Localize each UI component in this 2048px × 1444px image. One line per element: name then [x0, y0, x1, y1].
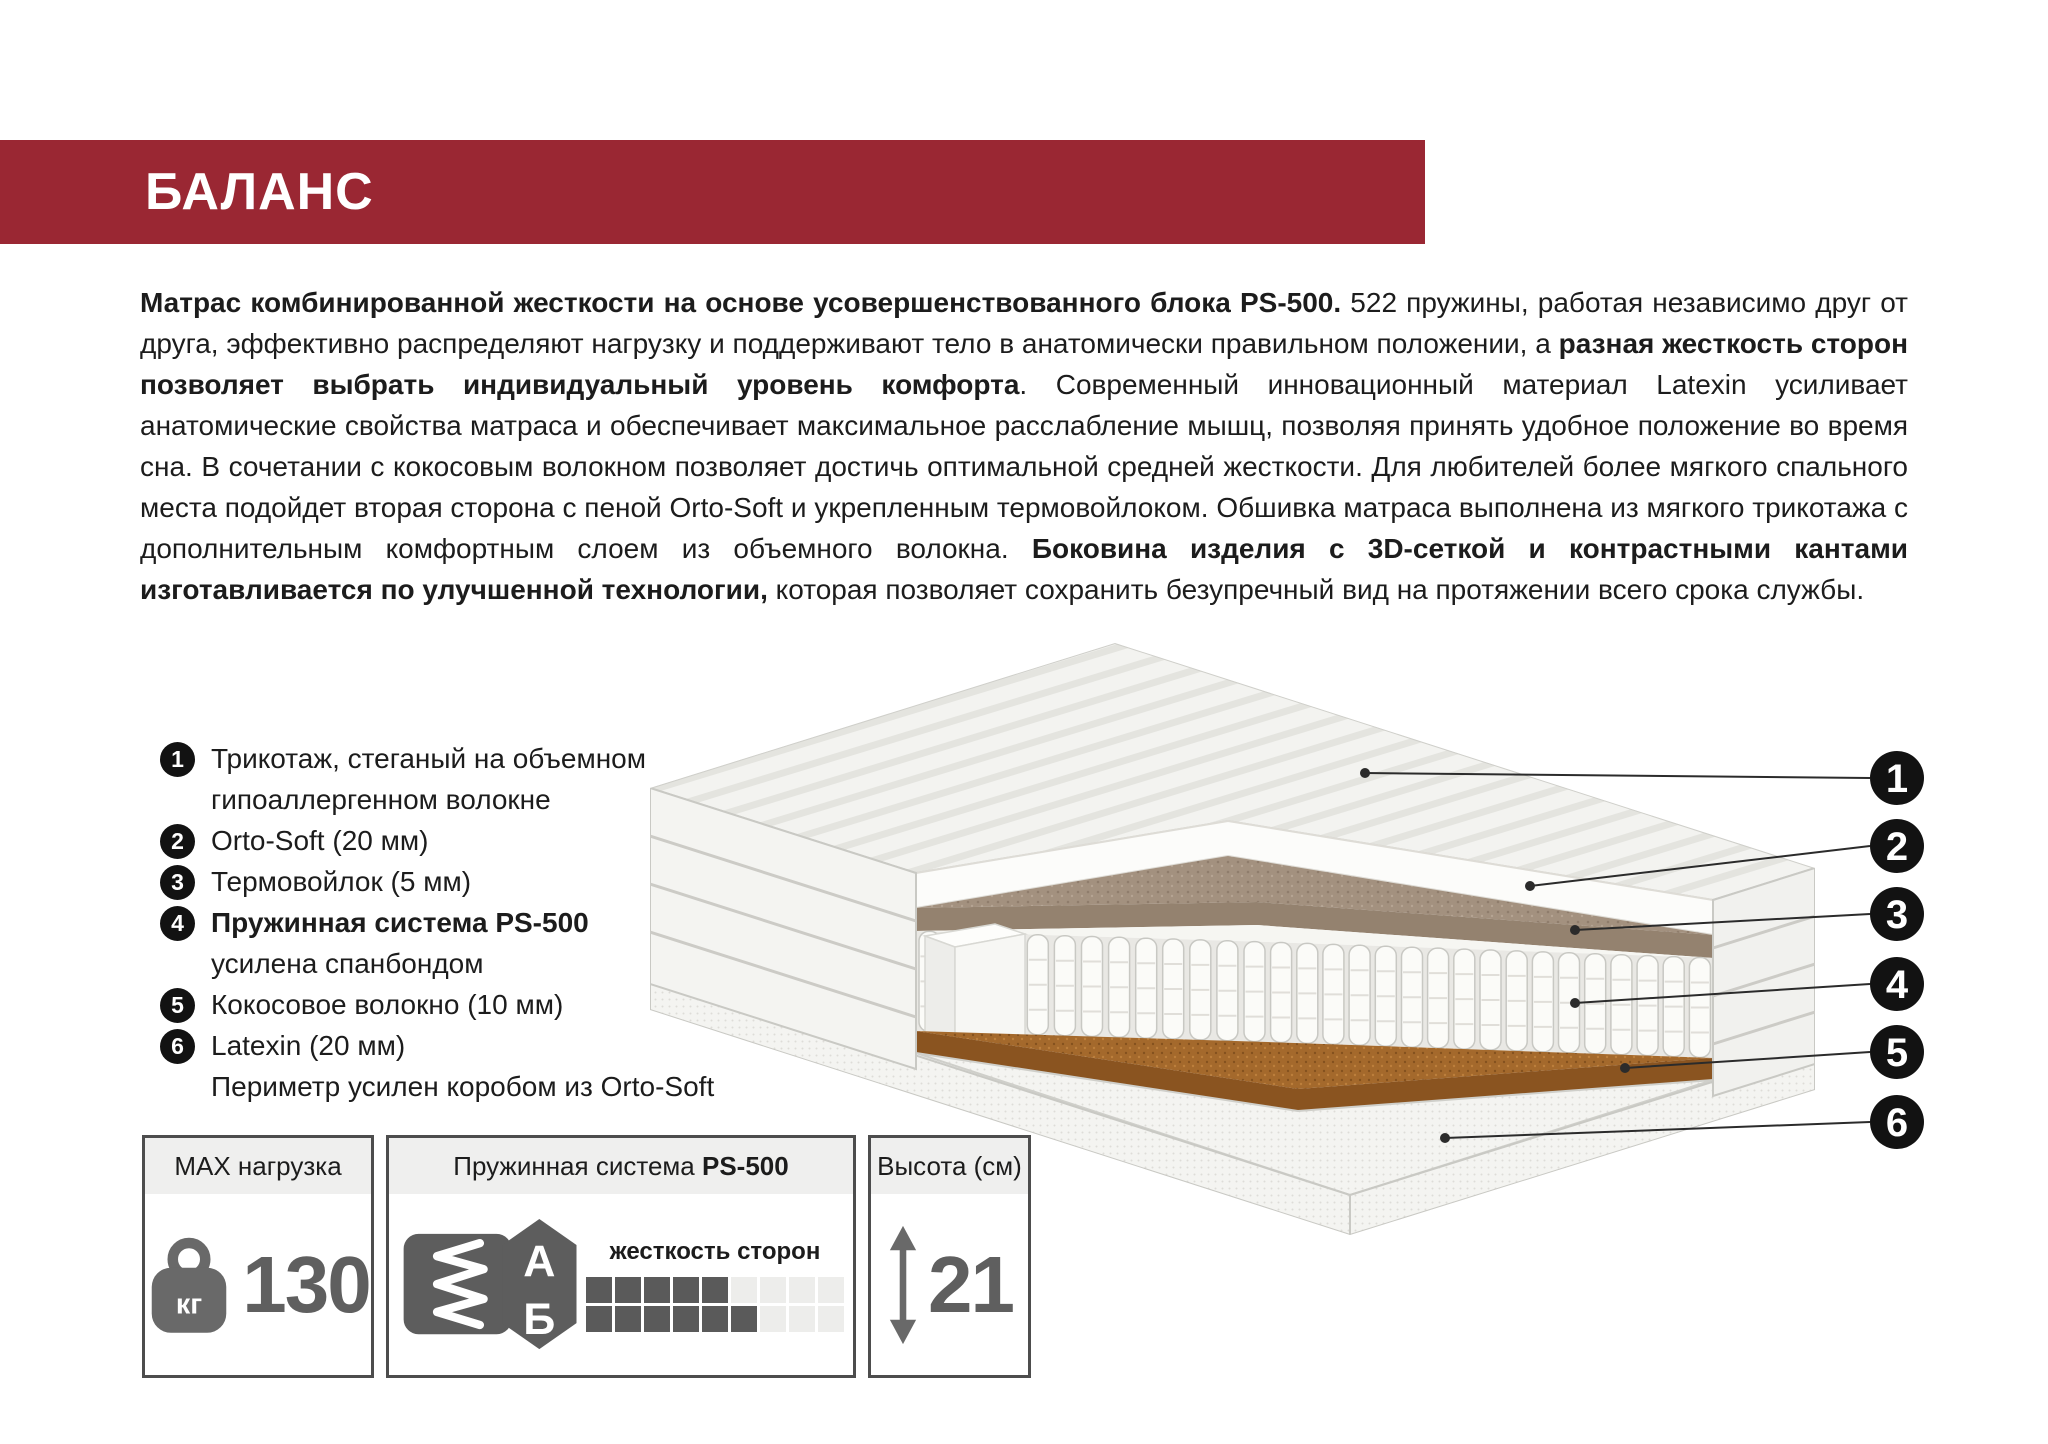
max-load-header: MAX нагрузка: [145, 1138, 371, 1194]
description-segment: . Современный инновационный материал Latexin усиливает анатомические свойства матраса и обеспечивает максимальное расслабление мышц, позволяя принять удобное положение во время сна. В сочетании с кокосовым волокном позволяет достичь оптимальной средней жесткости. Для любителей более мягкого спального места подойдет вторая сторона с пеной Orto-Soft и укрепленным термовойлоком. Обшивка матраса выполнена из мягкого трикотажа с дополнительным комфортным слоем из объемного волокна.: [140, 369, 1908, 564]
layer-label-line: Трикотаж, стеганый на объемном: [211, 743, 646, 774]
layer-label-line: Пружинная система PS-500: [211, 907, 589, 938]
product-description: [140, 282, 1908, 610]
layer-number-badge: 2: [160, 824, 195, 859]
firmness-chart-title: жесткость сторон: [609, 1237, 821, 1265]
layer-label: [211, 820, 428, 861]
svg-text:5: 5: [1885, 1031, 1909, 1075]
firmness-cell: [731, 1277, 757, 1303]
layer-number-badge: 5: [160, 988, 195, 1023]
title-banner: [0, 140, 1425, 244]
kettlebell-icon: [146, 1231, 232, 1339]
max-load-value: 130: [242, 1239, 370, 1329]
firmness-rows: [586, 1274, 844, 1332]
layer-number-badge: 3: [160, 865, 195, 900]
firmness-cell: [702, 1306, 728, 1332]
callout-2: [1870, 819, 1924, 873]
layer-label-line: Orto-Soft (20 мм): [211, 825, 429, 856]
layer-label-line: усилена спанбондом: [211, 948, 484, 979]
layer-label-line: Термовойлок (5 мм): [211, 866, 472, 897]
svg-text:6: 6: [1885, 1101, 1909, 1145]
layer-label: [211, 861, 471, 902]
layer-number-badge: 6: [160, 1029, 195, 1064]
description-segment: которая позволяет сохранить безупречный вид на протяжении всего срока службы.: [767, 574, 1865, 605]
firmness-cell: [644, 1277, 670, 1303]
description-segment: разная жесткость сторон позволяет выбрать индивидуальный уровень комфорта: [140, 328, 1908, 400]
firmness-cell: [615, 1306, 641, 1332]
side-b-label: Б: [523, 1294, 556, 1344]
firmness-cell: [702, 1277, 728, 1303]
callout-6: [1870, 1095, 1924, 1149]
firmness-cell: [644, 1306, 670, 1332]
layer-label-line: гипоаллергенном волокне: [211, 784, 551, 815]
callout-3: [1870, 887, 1924, 941]
layer-label-line: Периметр усилен коробом из Orto-Soft: [211, 1071, 715, 1102]
firmness-cell: [818, 1306, 844, 1332]
layer-number-badge: 1: [160, 742, 195, 777]
firmness-row-А: [586, 1277, 844, 1303]
side-a-label: А: [523, 1237, 556, 1287]
firmness-cell: [731, 1306, 757, 1332]
page-title: БАЛАНС: [145, 163, 374, 221]
firmness-cell: [789, 1306, 815, 1332]
height-header: Высота (см): [871, 1138, 1028, 1194]
firmness-cell: [673, 1277, 699, 1303]
firmness-cell: [760, 1306, 786, 1332]
firmness-cell: [615, 1277, 641, 1303]
firmness-cell: [760, 1277, 786, 1303]
description-segment: Матрас комбинированной жесткости на основе усовершенствованного блока PS-500.: [140, 287, 1342, 318]
description-segment: Боковина изделия с 3D-сеткой и контрастными кантами изготавливается по улучшенной технологии,: [140, 533, 1908, 605]
max-load-box: [142, 1135, 374, 1378]
description-segment: 522 пружины, работая независимо друг от друга, эффективно распределяют нагрузку и поддерживают тело в анатомически правильном положении, а: [140, 287, 1908, 359]
firmness-cell: [586, 1277, 612, 1303]
svg-text:3: 3: [1885, 893, 1909, 937]
spring-sides-icon: [398, 1206, 584, 1364]
svg-text:4: 4: [1885, 963, 1909, 1007]
svg-text:кг: кг: [176, 1288, 203, 1321]
svg-text:1: 1: [1885, 757, 1909, 801]
layer-number-badge: 4: [160, 906, 195, 941]
firmness-cell: [586, 1306, 612, 1332]
spring-system-header: Пружинная система PS-500: [389, 1138, 853, 1194]
firmness-cell: [818, 1277, 844, 1303]
callout-5: [1870, 1025, 1924, 1079]
layer-label: [211, 902, 589, 984]
height-value: 21: [928, 1239, 1013, 1329]
firmness-row-Б: [586, 1306, 844, 1332]
height-arrow-icon: [886, 1224, 920, 1346]
firmness-cell: [673, 1306, 699, 1332]
height-box: [868, 1135, 1031, 1378]
svg-text:2: 2: [1885, 825, 1909, 869]
firmness-cell: [789, 1277, 815, 1303]
layer-label-line: Кокосовое волокно (10 мм): [211, 989, 564, 1020]
spring-system-box: [386, 1135, 856, 1378]
callout-4: [1870, 957, 1924, 1011]
layer-label-line: Latexin (20 мм): [211, 1030, 406, 1061]
layer-label: [211, 984, 563, 1025]
callout-1: [1870, 751, 1924, 805]
